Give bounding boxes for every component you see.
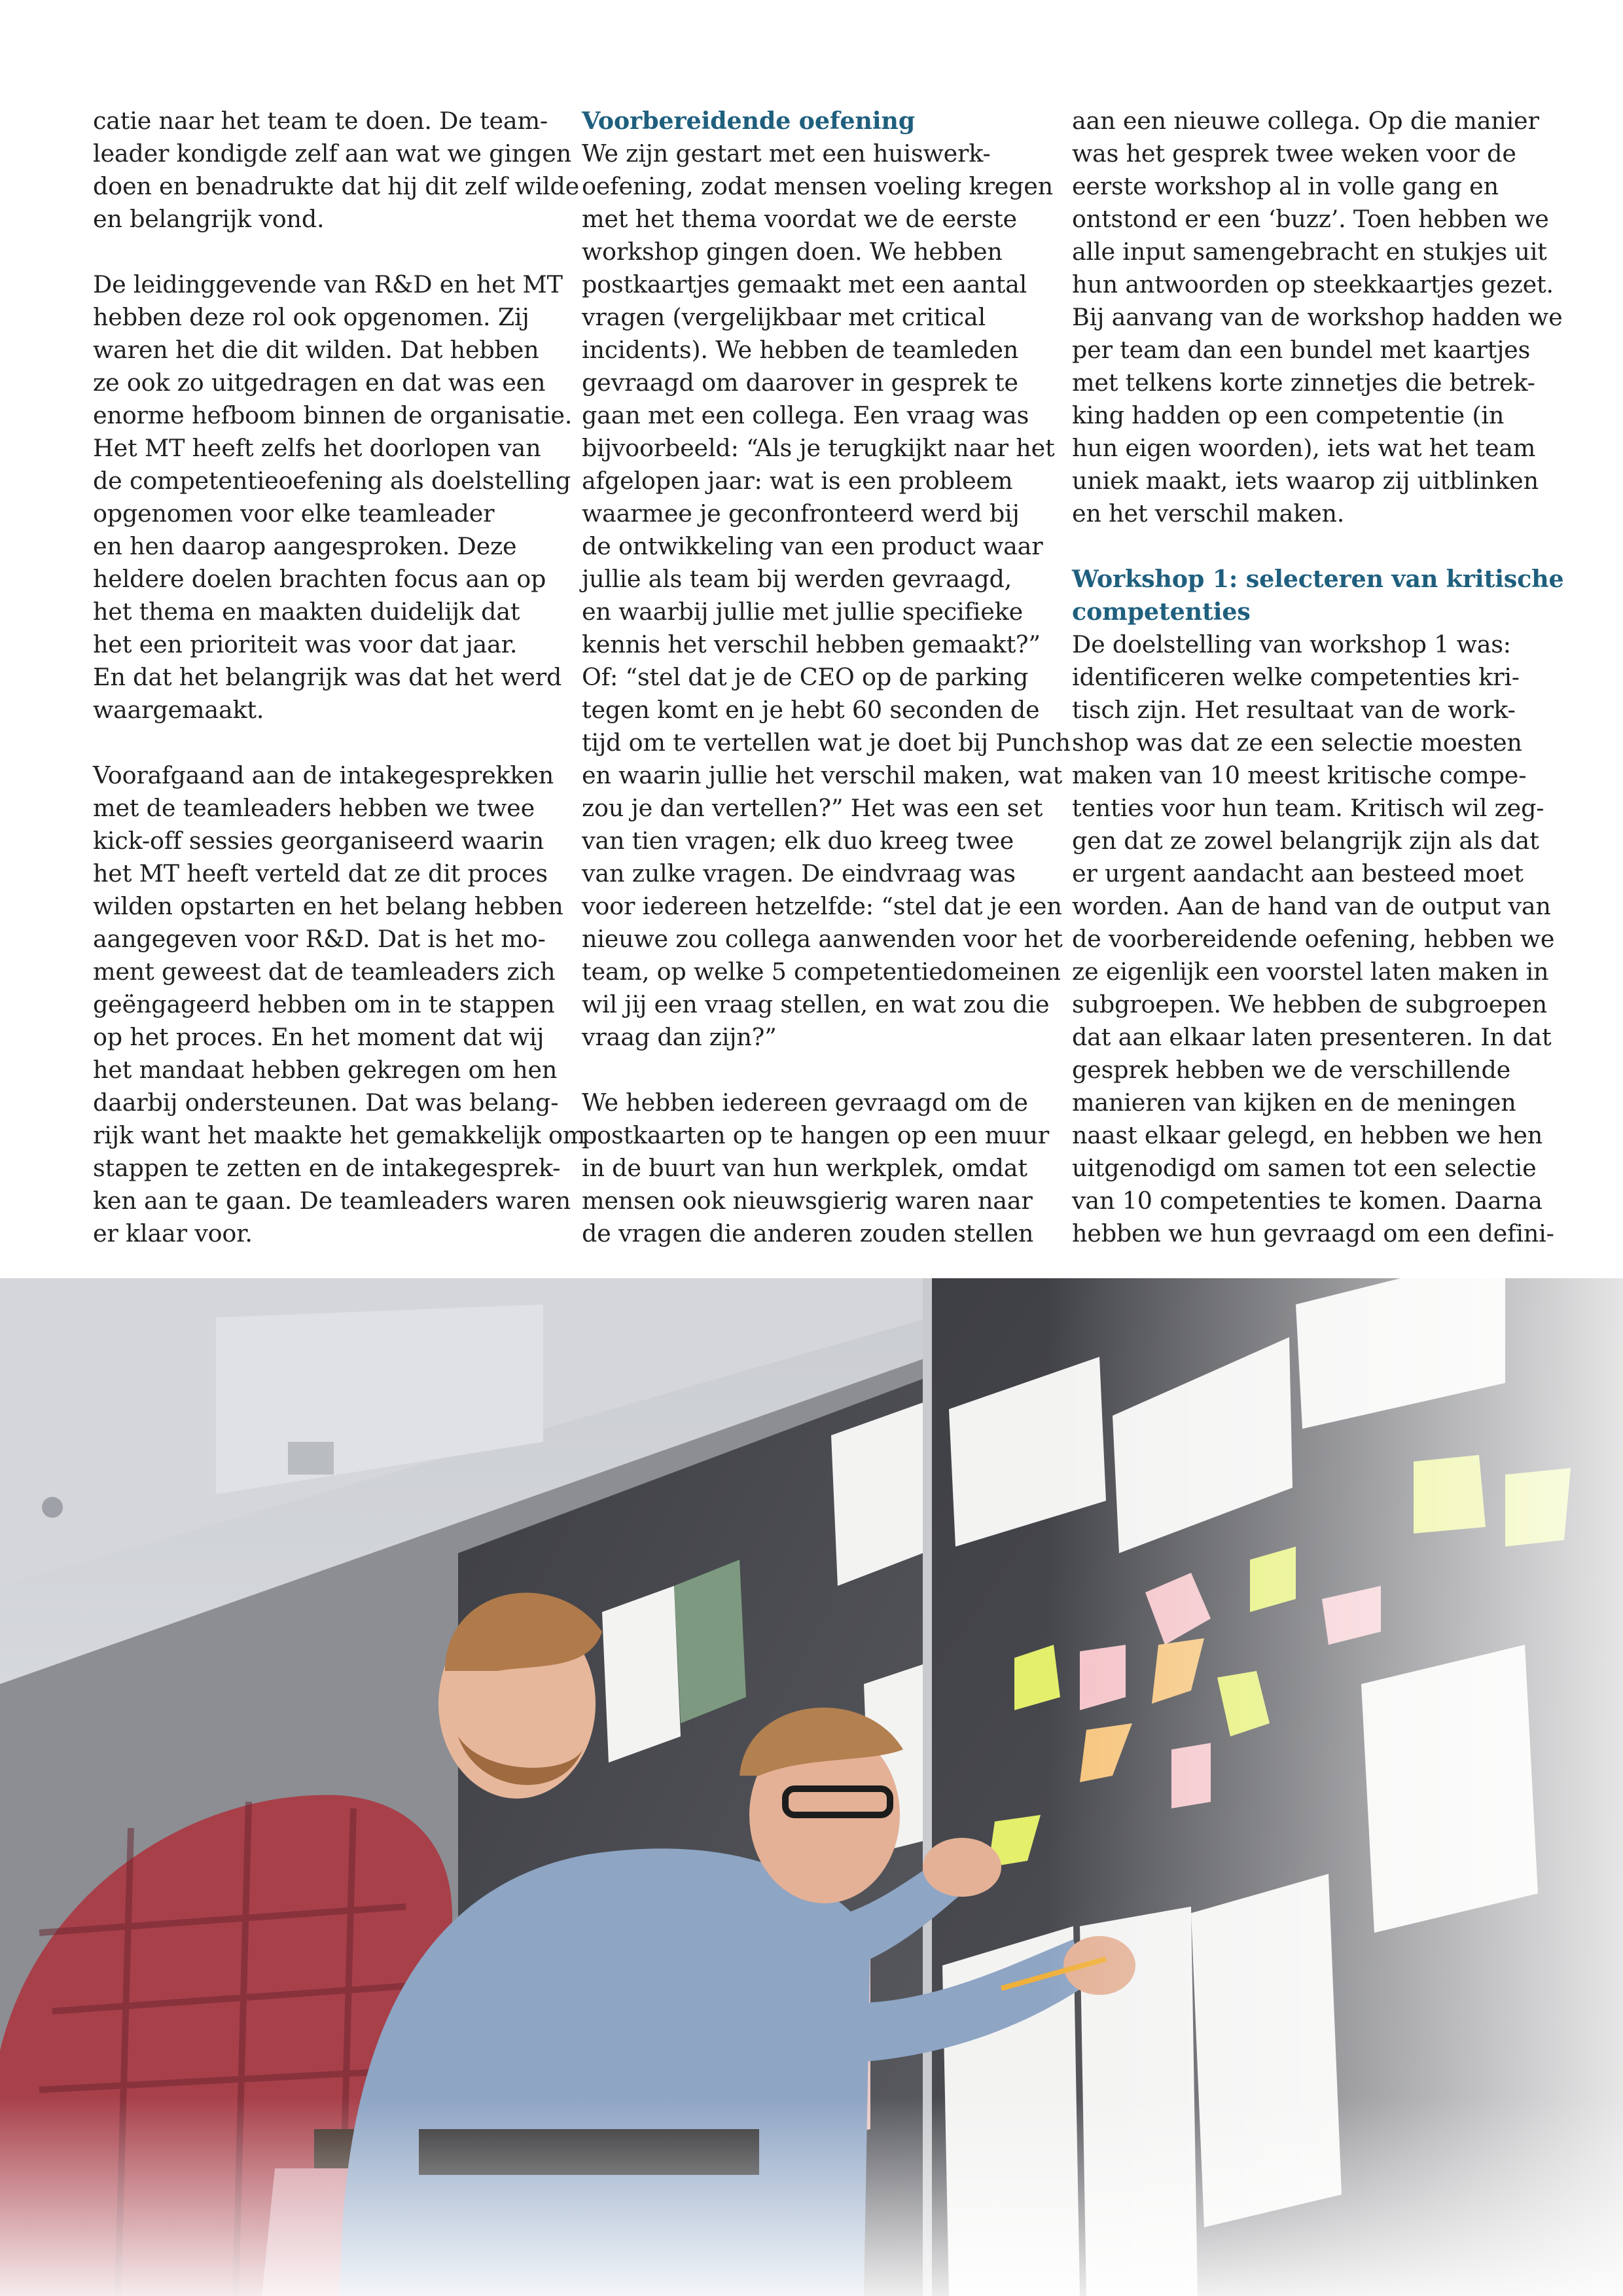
text-line: het een prioriteit was voor dat jaar. <box>93 630 518 658</box>
text-line: worden. Aan de hand van de output van <box>1072 892 1551 920</box>
text-line: postkaartjes gemaakt met een aantal <box>582 270 1027 298</box>
text-line: bijvoorbeeld: “Als je terugkijkt naar het <box>582 434 1055 462</box>
text-line: hun antwoorden op steekkaartjes gezet. <box>1072 270 1554 298</box>
text-line: met telkens korte zinnetjes die betrek- <box>1072 368 1535 397</box>
text-line: leader kondigde zelf aan wat we gingen <box>93 139 572 168</box>
text-line: gevraagd om daarover in gesprek te <box>582 368 1018 397</box>
text-line: incidents). We hebben de teamleden <box>582 336 1019 364</box>
text-line: voor iedereen hetzelfde: “stel dat je een <box>582 892 1062 920</box>
text-line: De doelstelling van workshop 1 was: <box>1072 630 1511 658</box>
text-line: jullie als team bij werden gevraagd, <box>582 565 1012 593</box>
text-line: waarmee je geconfronteerd werd bij <box>582 499 1020 528</box>
text-column-2 <box>582 105 1071 1250</box>
text-line: kick-off sessies georganiseerd waarin <box>93 827 544 855</box>
text-line: waargemaakt. <box>93 696 264 724</box>
text-line: hebben we hun gevraagd om een defini- <box>1072 1219 1554 1247</box>
text-line: alle input samengebracht en stukjes uit <box>1072 238 1547 266</box>
text-line: daarbij ondersteunen. Dat was belang- <box>93 1088 559 1117</box>
text-line: van 10 competenties te komen. Daarna <box>1072 1187 1543 1215</box>
text-line: per team dan een bundel met kaartjes <box>1072 336 1531 364</box>
text-line: hun eigen woorden), iets wat het team <box>1072 434 1536 462</box>
text-line: op het proces. En het moment dat wij <box>93 1023 544 1051</box>
paragraph-gap <box>1072 530 1533 563</box>
text-line: met het thema voordat we de eerste <box>582 205 1017 233</box>
text-line: er urgent aandacht aan besteed moet <box>1072 859 1524 888</box>
text-line: eerste workshop al in volle gang en <box>1072 172 1499 200</box>
text-line: ze eigenlijk een voorstel laten maken in <box>1072 958 1549 986</box>
text-column-3 <box>1072 105 1564 1250</box>
text-line: de competentieoefening als doelstelling <box>93 467 571 495</box>
text-line: wil jij een vraag stellen, en wat zou die <box>582 990 1050 1018</box>
text-line: heldere doelen brachten focus aan op <box>93 565 546 593</box>
text-line: en waarbij jullie met jullie specifieke <box>582 598 1023 626</box>
text-line: en belangrijk vond. <box>93 205 325 233</box>
text-line: king hadden op een competentie (in <box>1072 401 1505 429</box>
paragraph-gap <box>93 236 554 268</box>
text-line: workshop gingen doen. We hebben <box>582 238 1003 266</box>
text-line: uniek maakt, iets waarop zij uitblinken <box>1072 467 1539 495</box>
text-line: zou je dan vertellen?” Het was een set <box>582 794 1043 822</box>
text-line: en waarin jullie het verschil maken, wat <box>582 761 1062 789</box>
text-line: geëngageerd hebben om in te stappen <box>93 990 555 1018</box>
text-line: hebben deze rol ook opgenomen. Zij <box>93 303 529 331</box>
text-line: gen dat ze zowel belangrijk zijn als dat <box>1072 827 1539 855</box>
text-line: de vragen die anderen zouden stellen <box>582 1219 1034 1247</box>
section-heading-line: Voorbereidende oefening <box>582 107 916 135</box>
text-line: tijd om te vertellen wat je doet bij Punch <box>582 728 1071 757</box>
text-line: en hen daarop aangesproken. Deze <box>93 532 517 560</box>
text-line: het mandaat hebben gekregen om hen <box>93 1056 558 1084</box>
text-line: tegen komt en je hebt 60 seconden de <box>582 696 1040 724</box>
text-line: wilden opstarten en het belang hebben <box>93 892 563 920</box>
smoke-detector <box>288 1442 334 1475</box>
text-line: vraag dan zijn?” <box>582 1023 777 1051</box>
text-line: aan een nieuwe collega. Op die manier <box>1072 107 1539 135</box>
text-line: catie naar het team te doen. De team- <box>93 107 548 135</box>
text-line: We hebben iedereen gevraagd om de <box>582 1088 1028 1117</box>
text-line: ken aan te gaan. De teamleaders waren <box>93 1187 571 1215</box>
text-line: shop was dat ze een selectie moesten <box>1072 728 1522 757</box>
text-line: De leidinggevende van R&D en het MT <box>93 270 563 298</box>
text-line: Of: “stel dat je de CEO op de parking <box>582 663 1029 691</box>
text-line: afgelopen jaar: wat is een probleem <box>582 467 1013 495</box>
text-line: nieuwe zou collega aanwenden voor het <box>582 925 1063 953</box>
text-line: ontstond er een ‘buzz’. Toen hebben we <box>1072 205 1549 233</box>
text-line: de voorbereidende oefening, hebben we <box>1072 925 1555 953</box>
photo-illustration <box>0 1278 1623 2296</box>
section-heading-line: competenties <box>1072 598 1251 626</box>
text-line: gaan met een collega. Een vraag was <box>582 401 1029 429</box>
text-line: Bij aanvang van de workshop hadden we <box>1072 303 1563 331</box>
text-line: rijk want het maakte het gemakkelijk om <box>93 1121 586 1149</box>
text-line: de ontwikkeling van een product waar <box>582 532 1043 560</box>
text-line: mensen ook nieuwsgierig waren naar <box>582 1187 1033 1215</box>
text-line: doen en benadrukte dat hij dit zelf wilde <box>93 172 580 200</box>
text-line: van tien vragen; elk duo kreeg twee <box>582 827 1014 855</box>
paragraph-gap <box>93 726 554 759</box>
text-line: vragen (vergelijkbaar met critical <box>582 303 986 331</box>
green-sheet <box>674 1560 746 1723</box>
sprinkler <box>42 1497 63 1518</box>
section-heading-line: Workshop 1: selecteren van kritische <box>1072 565 1564 593</box>
text-line: het thema en maakten duidelijk dat <box>93 598 520 626</box>
text-line: het MT heeft verteld dat ze dit proces <box>93 859 548 888</box>
text-line: in de buurt van hun werkplek, omdat <box>582 1154 1027 1182</box>
text-line: stappen te zetten en de intakegesprek- <box>93 1154 561 1182</box>
text-line: ment geweest dat de teamleaders zich <box>93 958 556 986</box>
text-line: team, op welke 5 competentiedomeinen <box>582 958 1061 986</box>
text-line: maken van 10 meest kritische compe- <box>1072 761 1527 789</box>
text-line: tenties voor hun team. Kritisch wil zeg- <box>1072 794 1544 822</box>
text-line: postkaarten op te hangen op een muur <box>582 1121 1049 1149</box>
text-line: identificeren welke competenties kri- <box>1072 663 1520 691</box>
text-line: van zulke vragen. De eindvraag was <box>582 859 1016 888</box>
text-line: met de teamleaders hebben we twee <box>93 794 535 822</box>
text-line: dat aan elkaar laten presenteren. In dat <box>1072 1023 1552 1051</box>
text-line: enorme hefboom binnen de organisatie. <box>93 401 573 429</box>
text-line: er klaar voor. <box>93 1219 253 1247</box>
workshop-photo <box>0 1278 1623 2296</box>
text-line: Het MT heeft zelfs het doorlopen van <box>93 434 541 462</box>
text-line: Voorafgaand aan de intakegesprekken <box>93 761 554 789</box>
text-line: We zijn gestart met een huiswerk- <box>582 139 991 168</box>
text-line: opgenomen voor elke teamleader <box>93 499 495 528</box>
text-line: kennis het verschil hebben gemaakt?” <box>582 630 1041 658</box>
bottom-haze <box>0 2096 1623 2296</box>
paragraph-gap <box>582 1054 1043 1086</box>
text-line: subgroepen. We hebben de subgroepen <box>1072 990 1547 1018</box>
text-column-1 <box>93 105 586 1250</box>
text-line: gesprek hebben we de verschillende <box>1072 1056 1511 1084</box>
text-line: uitgenodigd om samen tot een selectie <box>1072 1154 1537 1182</box>
text-line: manieren van kijken en de meningen <box>1072 1088 1516 1117</box>
text-line: oefening, zodat mensen voeling kregen <box>582 172 1053 200</box>
text-line: ze ook zo uitgedragen en dat was een <box>93 368 546 397</box>
text-line: naast elkaar gelegd, en hebben we hen <box>1072 1121 1543 1149</box>
text-line: aangegeven voor R&D. Dat is het mo- <box>93 925 546 953</box>
text-line: waren het die dit wilden. Dat hebben <box>93 336 539 364</box>
text-line: was het gesprek twee weken voor de <box>1072 139 1516 168</box>
text-line: tisch zijn. Het resultaat van de work- <box>1072 696 1516 724</box>
text-line: En dat het belangrijk was dat het werd <box>93 663 562 691</box>
text-line: en het verschil maken. <box>1072 499 1345 528</box>
